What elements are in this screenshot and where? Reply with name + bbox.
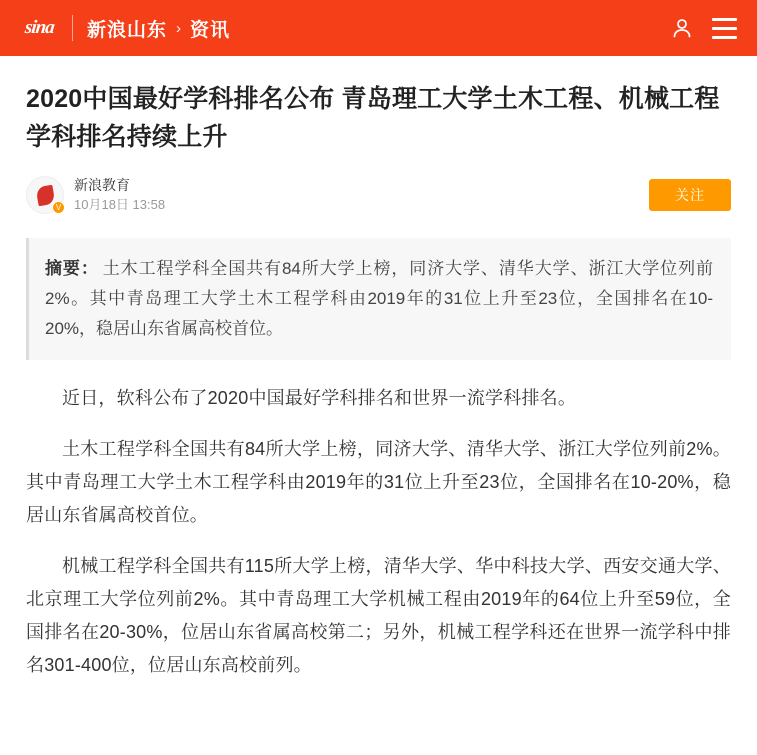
- avatar[interactable]: [26, 176, 64, 214]
- article-paragraph: 机械工程学科全国共有115所大学上榜，清华大学、华中科技大学、西安交通大学、北京理工大学位列前2%。其中青岛理工大学机械工程由2019年的64位上升至59位，全国排名在20-30%，位居山东省属高校第二；另外，机械工程学科还在世界一流学科中排名301-400位，位居山东高校前列。: [26, 556, 731, 675]
- sina-logo-icon[interactable]: [16, 12, 62, 44]
- sina-flame-icon: [35, 184, 55, 206]
- article-paragraph: 土木工程学科全国共有84所大学上榜，同济大学、清华大学、浙江大学位列前2%。其中青岛理工大学土木工程学科由2019年的31位上升至23位，全国排名在10-20%，稳居山东省属高校首位。: [26, 439, 731, 525]
- byline-text: [74, 176, 165, 214]
- article-paragraph: 近日，软科公布了2020中国最好学科排名和世界一流学科排名。: [62, 388, 577, 408]
- follow-button[interactable]: 关注: [649, 179, 731, 211]
- byline: [26, 172, 731, 218]
- summary-text: 土木工程学科全国共有84所大学上榜，同济大学、清华大学、浙江大学位列前2%。其中青岛理工大学土木工程学科由2019年的31位上升至23位，全国排名在10-20%，稳居山东省属高校首位。: [45, 259, 713, 338]
- menu-bar-1: [712, 18, 737, 21]
- verified-badge-icon: V: [52, 201, 65, 214]
- user-icon[interactable]: [665, 11, 699, 45]
- hamburger-menu-icon[interactable]: [707, 11, 741, 45]
- menu-bar-2: [712, 27, 737, 30]
- breadcrumb-item-channel[interactable]: 资讯: [190, 19, 231, 41]
- sina-logo-text: sina: [23, 17, 55, 38]
- breadcrumb-item-site[interactable]: 新浪山东: [87, 19, 168, 41]
- site-header: [0, 0, 757, 56]
- menu-bar-3: [712, 36, 737, 39]
- article-summary: [26, 238, 731, 360]
- article-body: [26, 382, 731, 682]
- page-title: 2020中国最好学科排名公布 青岛理工大学土木工程、机械工程学科排名持续上升: [26, 85, 720, 151]
- source-name[interactable]: 新浪教育: [74, 177, 130, 193]
- article-container: [0, 56, 757, 682]
- summary-label: 摘要：: [45, 259, 99, 278]
- publish-time: 10月18日 13:58: [74, 197, 166, 212]
- breadcrumb-separator-icon: ›: [176, 19, 182, 37]
- header-divider: [72, 15, 73, 41]
